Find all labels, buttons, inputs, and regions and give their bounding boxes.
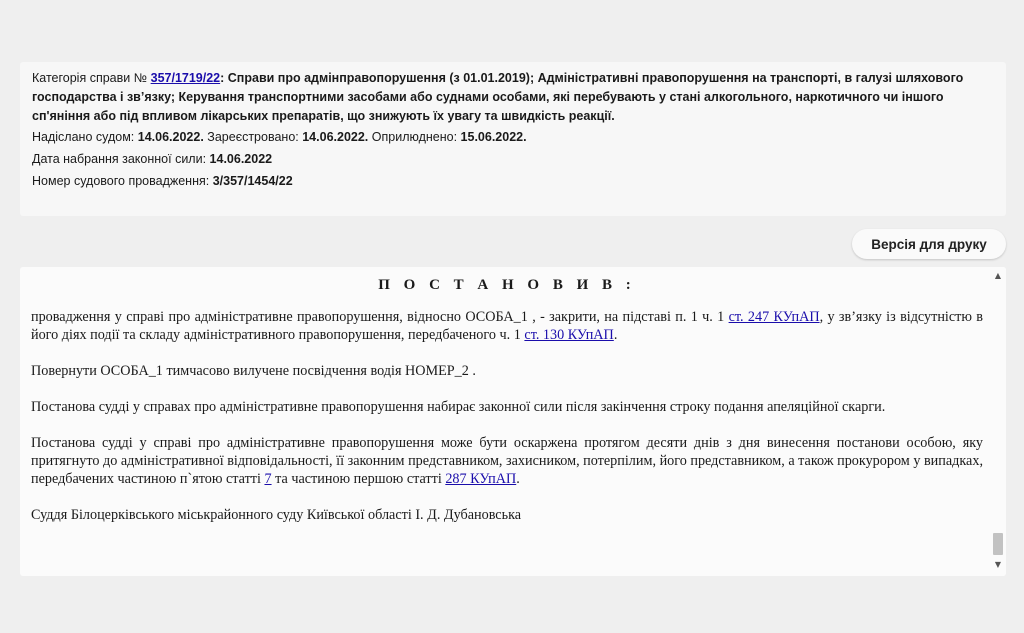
p1-text-c: . [613,327,618,343]
article-247-link[interactable]: ст. 247 КУпАП [728,309,820,325]
scroll-up-icon[interactable]: ▲ [994,271,1002,280]
registered-label: Зареєстровано: [207,130,299,144]
p1-text-a: провадження у справі про адміністративне правопорушення, відносно ОСОБА_1 , - закрити, на підставі п. 1 ч. 1 [31,309,729,325]
proceeding-label: Номер судового провадження: [32,174,210,188]
print-version-button[interactable]: Версія для друку [852,229,1006,259]
judge-signature: Суддя Білоцерківського міськрайонного суду Київської області І. Д. Дубановська [31,507,522,523]
case-info-card [20,62,1006,216]
decision-paragraph-2: Повернути ОСОБА_1 тимчасово вилучене посвідчення водія НОМЕР_2 . [31,363,476,379]
article-7-link[interactable]: 7 [264,471,272,487]
effective-label: Дата набрання законної сили: [32,152,207,166]
decision-paragraph-4 [31,434,983,488]
decision-paragraph-1 [31,308,983,344]
scroll-down-icon[interactable]: ▼ [994,560,1002,569]
sent-value: 14.06.2022. [137,130,204,144]
decision-panel [20,267,1006,576]
case-number-link[interactable]: 357/1719/22 [150,71,221,85]
p4-text-c: . [516,471,520,487]
sent-label: Надіслано судом: [32,130,135,144]
decision-title: П О С Т А Н О В И В : [378,277,636,293]
effective-date-row [32,148,994,170]
p1-text-b: , у зв’язку із відсутністю в його діях події та складу адміністративного правопорушення, передбаченого ч. 1 [31,309,983,343]
decision-paragraph-3: Постанова судді у справах про адміністративне правопорушення набирає законної сили після закінчення строку подання апеляційної скарги. [31,399,886,415]
proceeding-row [32,170,994,192]
proceeding-value: 3/357/1454/22 [212,174,293,188]
category-text: : Справи про адмінправопорушення (з 01.01.2019); Адміністративні правопорушення на транспорті, в галузі шляхового господарства і зв’язку; Керування транспортними засобами або суднами особами, які перебувають у стані алкогольного, наркотичного чи іншого сп'яніння або під впливом лікарських препаратів, що знижують їх увагу та швидкість реакції. [32,71,964,123]
published-value: 15.06.2022. [460,130,527,144]
decision-text [31,267,983,542]
decision-scrollbar[interactable] [990,267,1006,576]
category-label: Категорія справи № [32,71,148,85]
p4-text-a: Постанова судді у справі про адміністративне правопорушення може бути оскаржена протягом десяти днів з дня винесення постанови особою, яку притягнуто до адміністративної відповідальності, її законним представником, захисником, потерпілим, його представником, а також прокурором у випадках, передбачених частиною п`ятою статті [31,435,983,487]
p4-text-b: та частиною першою статті [271,471,446,487]
published-label: Оприлюднено: [371,130,458,144]
article-287-link[interactable]: 287 КУпАП [445,471,517,487]
effective-value: 14.06.2022 [209,152,273,166]
article-130-link[interactable]: ст. 130 КУпАП [524,327,614,343]
dates-row [32,126,994,148]
scroll-thumb[interactable] [993,533,1003,555]
registered-value: 14.06.2022. [302,130,369,144]
case-category [32,69,994,126]
